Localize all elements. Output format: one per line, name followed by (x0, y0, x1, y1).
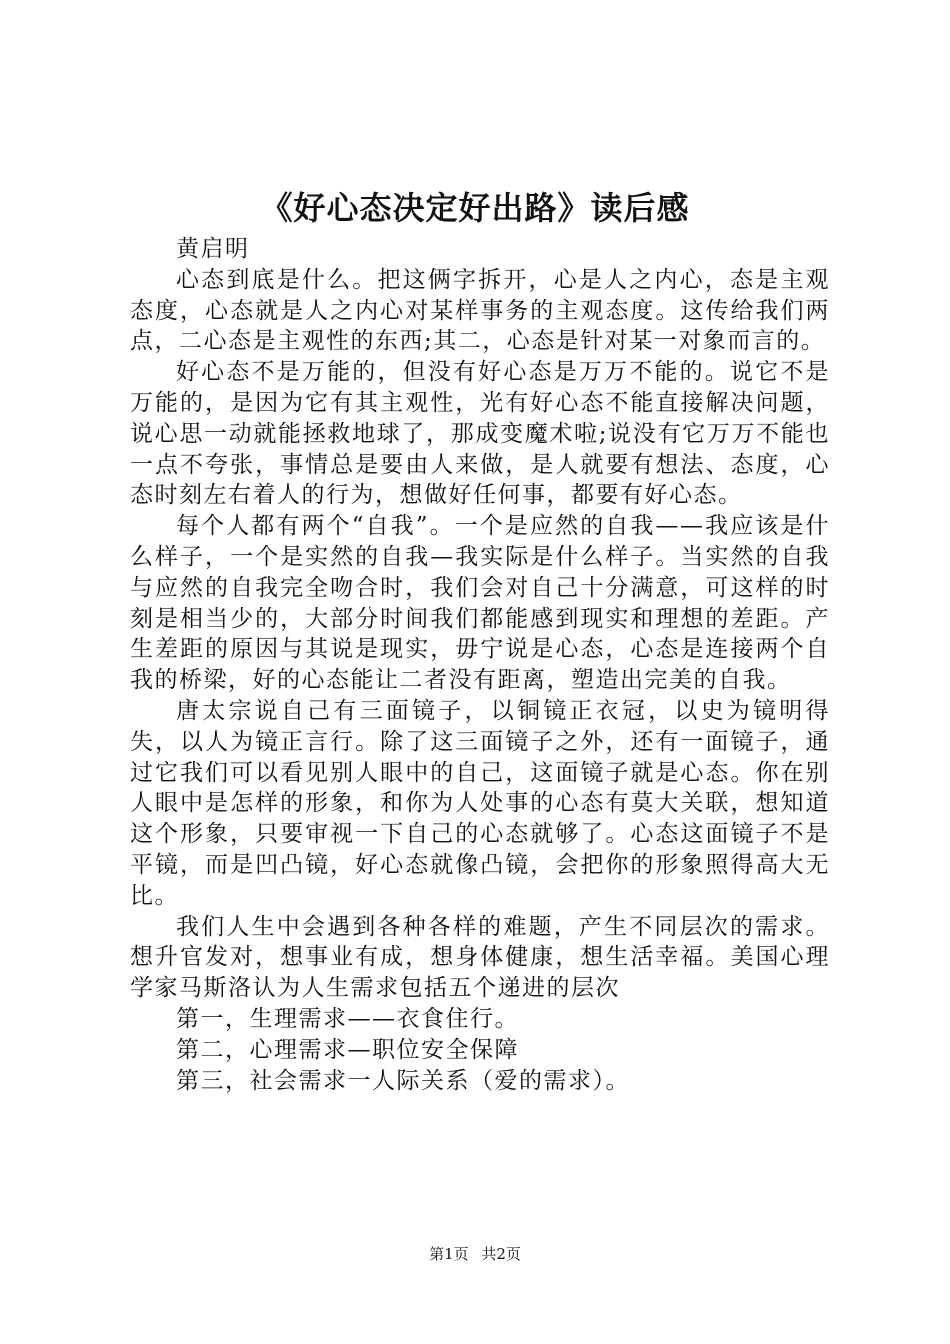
list-item: 第一，生理需求——衣食住行。 (176, 1005, 519, 1032)
paragraph: 我们人生中会遇到各种各样的难题，产生不同层次的需求。想升官发对，想事业有成，想身体健康，想生活幸福。美国心理学家马斯洛认为人生需求包括五个递进的层次 (130, 913, 830, 1002)
page-footer (0, 1244, 950, 1264)
page-total: 共2页 (481, 1245, 521, 1263)
list-item: 第二，心理需求—职位安全保障 (176, 1036, 519, 1063)
paragraph: 唐太宗说自己有三面镜子，以铜镜正衣冠，以史为镜明得失，以人为镜正言行。除了这三面镜子之外，还有一面镜子，通过它我们可以看见别人眼中的自己，这面镜子就是心态。你在别人眼中是怎样的形象，和你为人处事的心态有莫大关联，想知道这个形象，只要审视一下自己的心态就够了。心态这面镜子不是平镜，而是凹凸镜，好心态就像凸镜，会把你的形象照得高大无比。 (130, 697, 830, 909)
author-line: 黄启明 (176, 236, 250, 262)
paragraph: 心态到底是什么。把这俩字拆开，心是人之内心，态是主观态度，心态就是人之内心对某样事务的主观态度。这传给我们两点，二心态是主观性的东西;其二，心态是针对某一对象而言的。 (130, 266, 830, 355)
paragraph: 每个人都有两个“自我”。一个是应然的自我——我应该是什么样子，一个是实然的自我—我实际是什么样子。当实然的自我与应然的自我完全吻合时，我们会对自己十分满意，可这样的时刻是相当少的，大部分时间我们都能感到现实和理想的差距。产生差距的原因与其说是现实，毋宁说是心态，心态是连接两个自我的桥梁，好的心态能让二者没有距离，塑造出完美的自我。 (130, 513, 830, 694)
page-number: 第1页 (429, 1245, 469, 1263)
paragraph: 好心态不是万能的，但没有好心态是万万不能的。说它不是万能的，是因为它有其主观性，光有好心态不能直接解决问题，说心思一动就能拯救地球了，那成变魔术啦;说没有它万万不能也一点不夸张，事情总是要由人来做，是人就要有想法、态度，心态时刻左右着人的行为，想做好任何事，都要有好心态。 (130, 359, 830, 509)
list-item: 第三，社会需求一人际关系（爱的需求）。 (176, 1067, 630, 1094)
document-body (130, 234, 830, 1096)
document-title: 《好心态决定好出路》读后感 (260, 189, 690, 227)
